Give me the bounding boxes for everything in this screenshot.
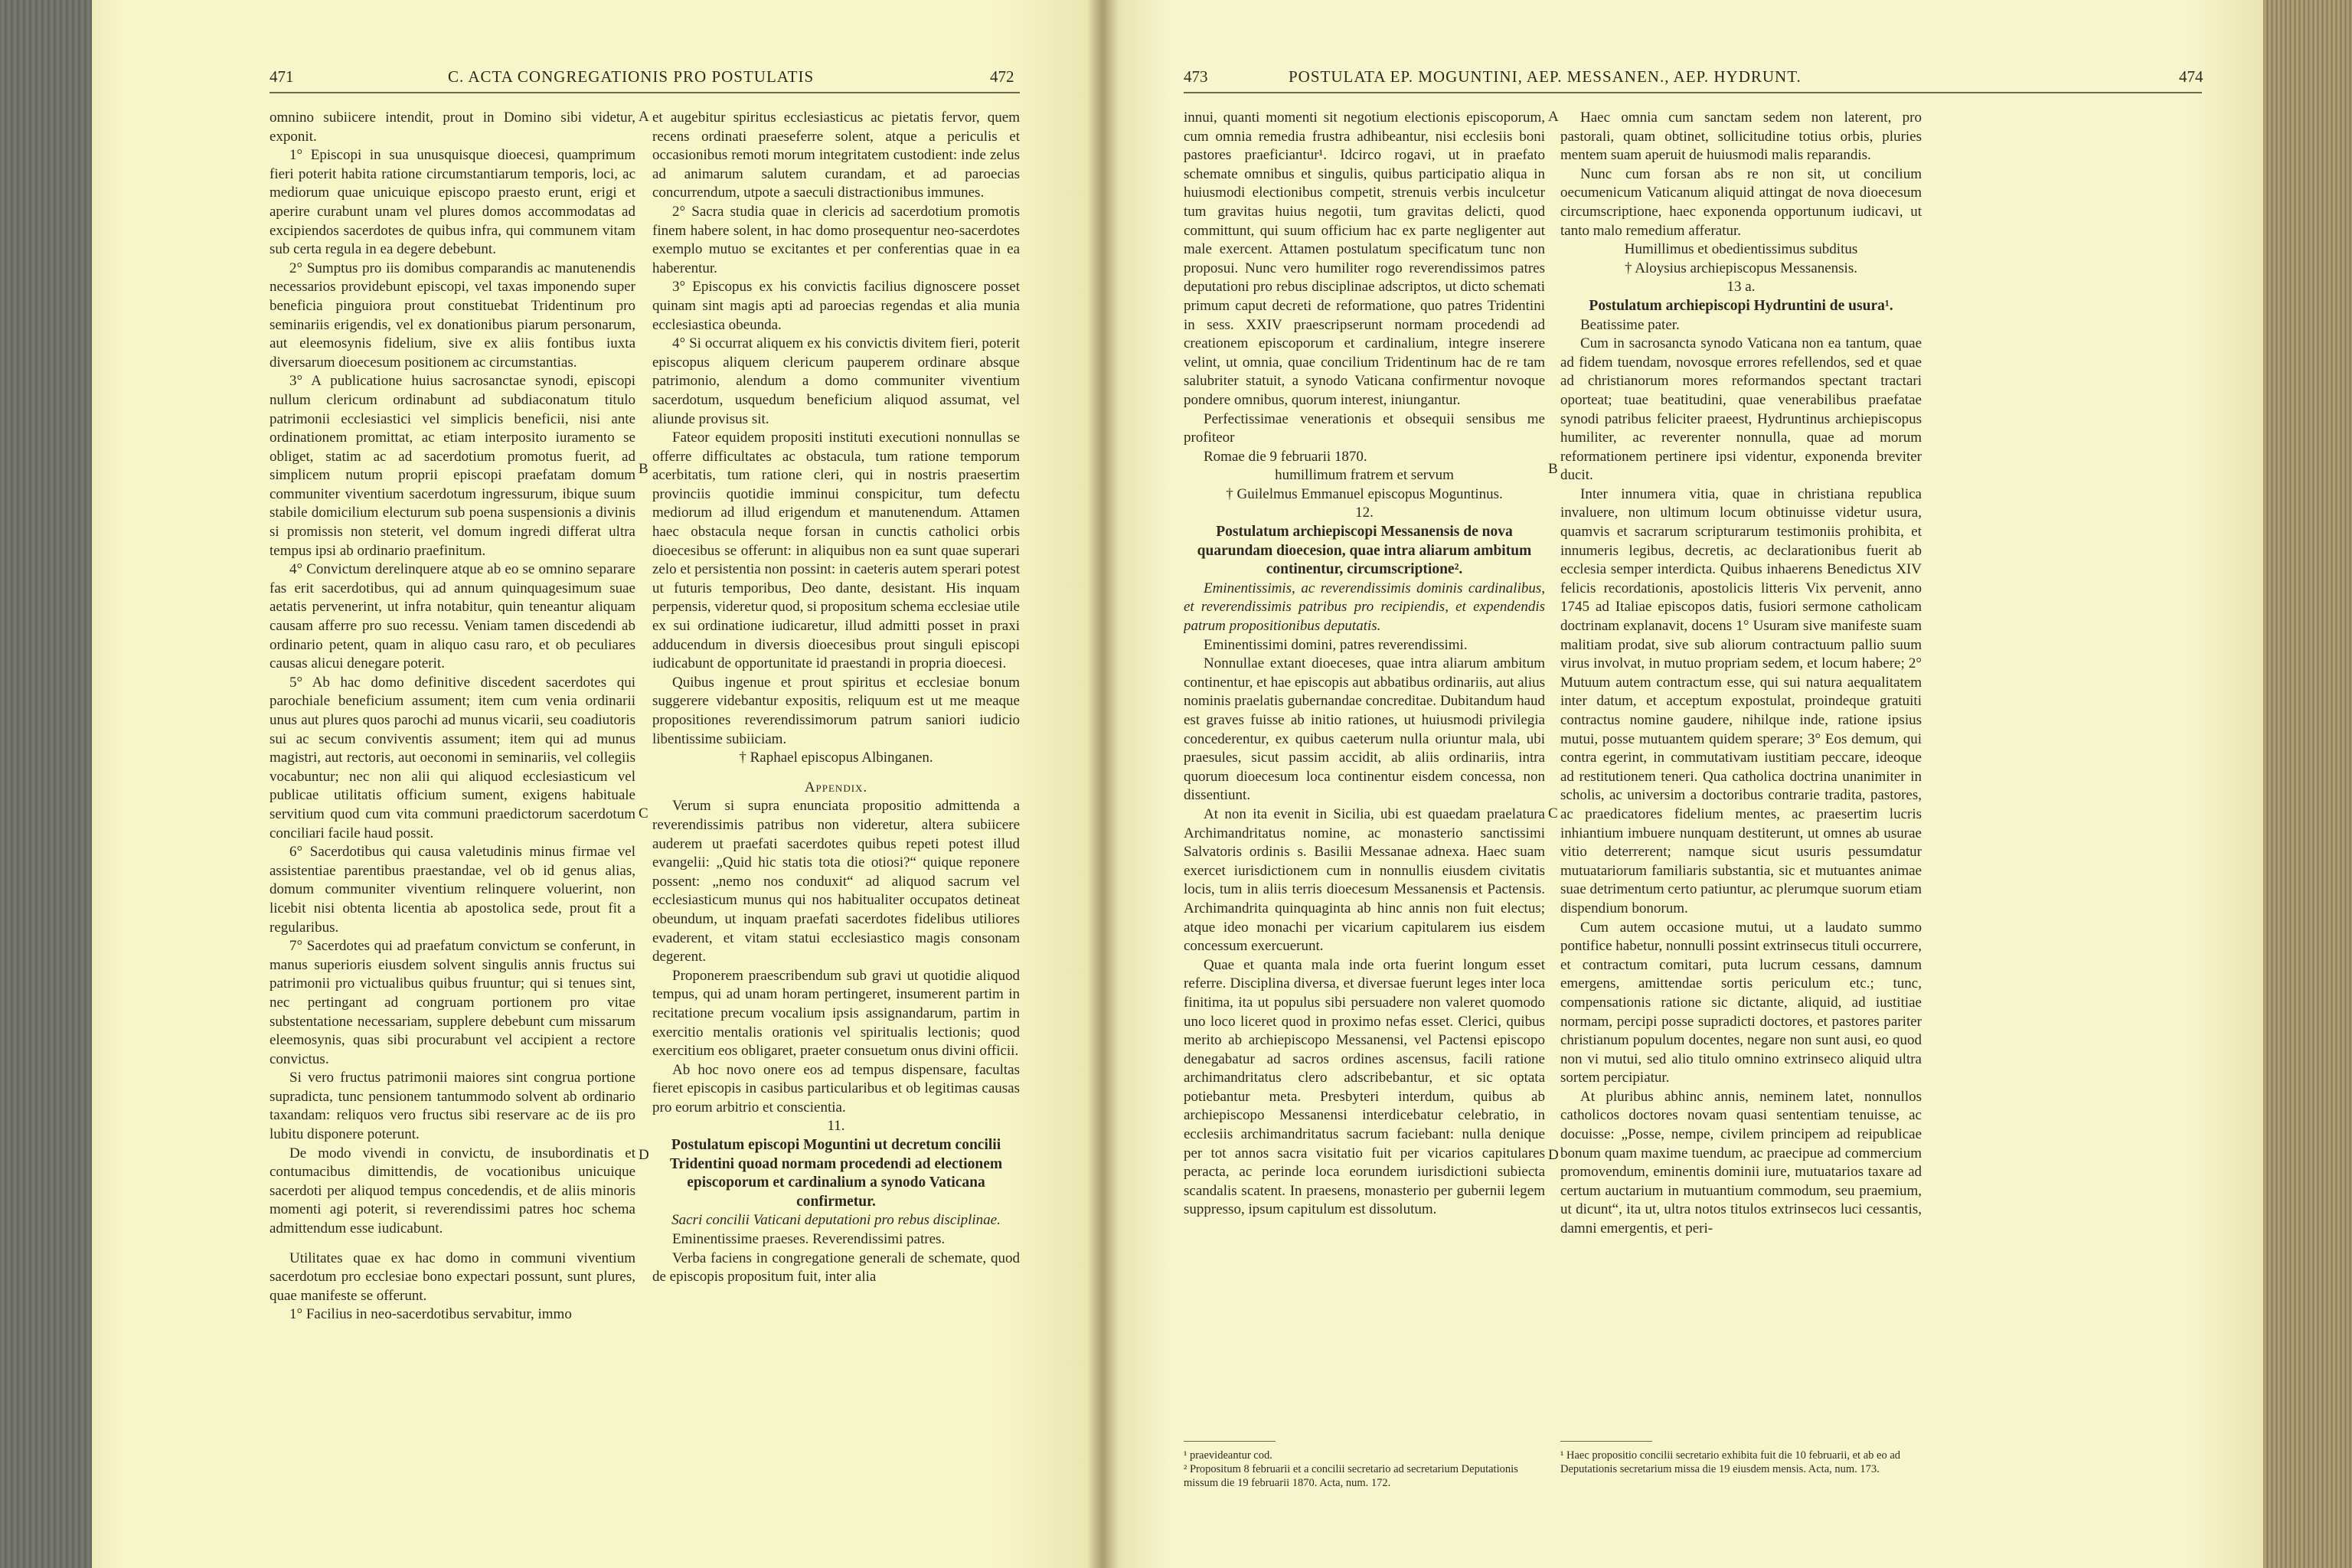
paragraph: Nunc cum forsan abs re non sit, ut concilium oecumenicum Vaticanum aliquid attingat de nova dioecesum circumscriptione, haec exponenda opportunum iudicavi, ut tanto malo remedium afferatur. bbox=[1560, 165, 1922, 239]
footnotes bbox=[1560, 1449, 1922, 1476]
centered-line: † Aloysius archiepiscopus Messanensis. bbox=[1625, 260, 1857, 276]
page-number: 471 bbox=[270, 67, 294, 86]
centered-line: 13 a. bbox=[1726, 279, 1756, 296]
paragraph: Nonnullae extant dioeceses, quae intra aliarum ambitum continentur, et hae episcopis aut abbatibus ordinariis, aut alius nominis praelatis gubernandae concreditae. Dubitandum haud est graves fuisse ab initio rationes, ut huiusmodi privilegia concederentur, ex quibus caeterum nulla oriuntur mala, ubi praesules, sicut passim accidit, ab aliis ordinariis, intra quorum dioecesum loca continentur eisdem concessa, non dissentiunt. bbox=[1184, 655, 1545, 804]
text-column-4 bbox=[1560, 109, 1922, 1433]
paragraph: 2° Sacra studia quae in clericis ad sacerdotium promotis finem habere solent, in hac domo prosequentur neo-sacerdotes exemplo mutuo se excitantes et per conferentias quae in ea haberentur. bbox=[652, 203, 1020, 276]
centered-line: Humillimus et obedientissimus subditus bbox=[1624, 241, 1858, 258]
paragraph: At non ita evenit in Sicilia, ubi est quaedam praelatura Archimandritatus nomine, ac monasterio sanctissimi Salvatoris ordinis s. Basilii Messanae adnexa. Haec suam exercet iurisdictionem cum in nonnullis eiusdem civitatis locis, tum in aliis terris dioecesum Messanensis et Pactensis. Archimandrita quinquaginta ab hinc annis non fuit electus; atque ideo monachi per vicarium capitularem ius eisdem concessum exercuerunt. bbox=[1184, 805, 1545, 955]
paragraph: Romae die 9 februarii 1870. bbox=[1204, 448, 1367, 465]
book-edge-right bbox=[2263, 0, 2352, 1568]
margin-letter: C bbox=[1548, 805, 1558, 822]
paragraph: 3° Episcopus ex his convictis facilius dignoscere posset quinam sint magis apti ad paroecias regendas et alia munia ecclesiastica obeunda. bbox=[652, 279, 1020, 333]
section-heading: Postulatum archiepiscopi Messanensis de nova quarundam dioecesion, quae intra aliarum ambitum continentur, circumscriptione². bbox=[1197, 524, 1532, 578]
paragraph: Appendix. bbox=[804, 779, 868, 795]
page-number: 472 bbox=[990, 67, 1014, 86]
paragraph: Quae et quanta mala inde orta fuerint longum esset referre. Disciplina diversa, et diversae fuerunt leges inter loca finitima, ita ut populus sibi persuadere non valeret quomodo uno loco liceret quod in proximo nefas esset. Clerici, quibus merito ab archiepiscopo Messanensi, vel Pactensi episcopo denegabatur ad sacros ordines ascensus, facili ratione archimandritatus clero adscribebantur, et sic optata potiebantur meta. Presbyteri interdum, quibus ab archiepiscopo Messanensi interdicebatur celebratio, in ecclesiis archimandritatus sacrum faciebant: nulla denique per tot annos sacra visitatio fuit per vicarios capitulares peracta, ac perinde loca eorundem iurisdictioni subiecta scandalis scatent. In praesens, monasterio per gubernii legem suppresso, ipsum capitulum est dissolutum. bbox=[1184, 956, 1545, 1218]
text-column-3 bbox=[1184, 109, 1545, 1433]
page-number: 473 bbox=[1184, 67, 1208, 86]
footnote: ² Propositum 8 februarii et a concilii secretario ad secretarium Deputationis missum die 19 februarii 1870. Acta, num. 172. bbox=[1184, 1463, 1518, 1489]
section-heading: Postulatum episcopi Moguntini ut decretum concilii Tridentini quoad normam procedendi ad electionem episcoporum et cardinalium a synodo Vaticana confirmetur. bbox=[669, 1137, 1003, 1210]
paragraph: Cum autem occasione mutui, ut a laudato summo pontifice habetur, nonnulli possint extrinsecus tituli occurrere, et contractum comitari, puta lucrum cessans, damnum emergens, amittendae sortis periculum etc.; tunc, compensationis ratione sic dictante, aliquid, ad iustitiae normam, percipi posse supradicti doctores, et pastores pariter christianum populum docentes, negare non sunt ausi, eo quod non vi mutui, sed alio titulo omnino extrinseco aliquid ultra sortem percipiatur. bbox=[1560, 919, 1922, 1086]
paragraph: Haec omnia cum sanctam sedem non laterent, pro pastorali, quam obtinet, sollicitudine totius orbis, pluries mentem suam aperuit de huiusmodi malis reparandis. bbox=[1560, 109, 1922, 164]
paragraph: Verba faciens in congregatione generali de schemate, quod de episcopis propositum fuit, inter alia bbox=[652, 1250, 1020, 1285]
paragraph: 6° Sacerdotibus qui causa valetudinis minus firmae vel assistentiae parentibus praestandae, vel ob id genus alias, domum communiter viventium relinquere voluerint, non licebit nisi obtenta licentia ab apostolica sede, prout fit a regularibus. bbox=[270, 844, 635, 936]
paragraph-gap bbox=[652, 768, 1020, 779]
paragraph: 1° Episcopi in sua unusquisque dioecesi, quamprimum fieri poterit habita ratione circumstantiarum temporis, loci, ac mediorum quae unicuique episcopo praesto erunt, erigi et aperire curabunt unam vel plures domos accommodatas ad excipiendos sacerdotes de quibus infra, qui communem vitam sub certa regula in ea degere debebunt. bbox=[270, 147, 635, 258]
paragraph: 2° Sumptus pro iis domibus comparandis ac manutenendis necessarios providebunt episcopi, vel taxas imponendo super beneficia pinguiora prout constituebat Tridentinum pro seminariis erigendis, vel ex donationibus piarum personarum, aut eleemosynis fidelium, sive ex aliis fontibus iuxta diversarum dioecesum positionem ac circumstantias. bbox=[270, 260, 635, 371]
text-column-1 bbox=[270, 109, 635, 1510]
margin-letter: C bbox=[639, 805, 648, 822]
paragraph: Eminentissime praeses. Reverendissimi patres. bbox=[672, 1231, 946, 1248]
footnotes bbox=[1184, 1449, 1545, 1490]
book-edge-left bbox=[0, 0, 92, 1568]
footnote: ¹ praevideantur cod. bbox=[1184, 1449, 1272, 1462]
paragraph: 4° Si occurrat aliquem ex his convictis divitem fieri, poterit episcopus aliquem clericum pauperem ordinare absque patrimonio, alendum a domo communiter viventium sacerdotum, usquedum beneficium aliquod assumat, vel aliunde provisus sit. bbox=[652, 335, 1020, 427]
margin-letter: D bbox=[639, 1147, 649, 1163]
paragraph: Utilitates quae ex hac domo in communi viventium sacerdotum pro ecclesiae bono expectari possunt, sunt plures, quae manifeste se offerunt. bbox=[270, 1250, 635, 1304]
paragraph: Eminentissimis, ac reverendissimis dominis cardinalibus, et reverendissimis patribus pro recipiendis, et expendendis patrum propositionibus deputatis. bbox=[1184, 580, 1545, 635]
footnote-rule bbox=[1184, 1441, 1276, 1442]
centered-line: humillimum fratrem et servum bbox=[1275, 467, 1454, 484]
margin-letter: B bbox=[1548, 461, 1558, 477]
paragraph: Cum in sacrosancta synodo Vaticana non ea tantum, quae ad fidem tuendam, novosque errores refellendos, sed et quae ad christianorum mores reformandos spectant tractari oporteat; tuae beatitudini, quae venerabilibus praefatae synodi patribus feliciter praeest, Hydruntinus archiepiscopus humiliter, ac reverenter nonnulla, quae ad morum reformationem pertinere ipsi videntur, exponenda breviter ducit. bbox=[1560, 335, 1922, 484]
centered-line: Sacri concilii Vaticani deputationi pro rebus disciplinae. bbox=[671, 1212, 1001, 1229]
running-title: POSTULATA EP. MOGUNTINI, AEP. MESSANEN., AEP. HYDRUNT. bbox=[1289, 67, 1802, 86]
paragraph: At pluribus abhinc annis, neminem latet, nonnullos catholicos doctores novam quasi sententiam tenuisse, ac docuisse: „Posse, nempe, civilem principem ad reipublicae bonum quam maxime tuendum, ac praecipue ad commercium promovendum, eminentis dominii iure, mutuatarios taxare ad certum auctarium in mutuantium commodum, seu praemium, ut dicunt“, ita ut, ultra notos titulos extrinsecos luci cessantis, damni emergentis, et peri- bbox=[1560, 1088, 1922, 1237]
page-number: 474 bbox=[2179, 67, 2203, 86]
section-heading: Postulatum archiepiscopi Hydruntini de usura¹. bbox=[1589, 297, 1893, 314]
paragraph: 5° Ab hac domo definitive discedent sacerdotes qui parochiale beneficium assument; item cum venia ordinarii unus aut plures quos parochi ad munus vicarii, seu coadiutoris sui ac secum conviventis assument; item qui ad munus magistri, aut rectoris, aut oeconomi in seminariis, vel collegiis vocabuntur; nec non alii qui aliquod ecclesiasticum vel publicae utilitatis officium sument, exigens habituale servitium quod cum vita communi praedictorum sacerdotum conciliari facile haud possit. bbox=[270, 674, 635, 841]
paragraph: 3° A publicatione huius sacrosanctae synodi, episcopi nullum clericum ordinabunt ad subdiaconatum titulo patrimonii ecclesiastici vel simplicis beneficii, nisi ante ordinationem promittat, ac etiam interposito iuramento se obliget, statim ac ad sacerdotium promotus fuerit, ad simplicem nutum proprii episcopi praefatam domum communiter viventium sacerdotum ingressurum, ibique suum stabile domicilium electurum sub poena suspensionis a divinis si promissis non steterit, vel domum ingredi differat ultra tempus ipsi ab ordinario praefinitum. bbox=[270, 373, 635, 559]
centered-line: † Guilelmus Emmanuel episcopus Moguntinus. bbox=[1226, 485, 1503, 502]
paragraph: Perfectissimae venerationis et obsequii sensibus me profiteor bbox=[1184, 410, 1545, 446]
paragraph: 7° Sacerdotes qui ad praefatum convictum se conferunt, in manus superioris eiusdem solvent singulis annis fructus sui patrimonii pro victualibus quibus fruuntur; qui si tenues sint, nec pertingant ad congruam portionem pro vitae substentatione necessariam, supplere debebunt cum missarum eleemosynis, quas sibi procurabunt vel accipient a rectore convictus. bbox=[270, 938, 635, 1067]
footnote: ¹ Haec propositio concilii secretario exhibita fuit die 10 februarii, et ab eo ad Deputationis secretarium missa die 19 eiusdem mensis. Acta, num. 173. bbox=[1560, 1449, 1901, 1475]
header-rule bbox=[270, 92, 1020, 93]
running-title: C. ACTA CONGREGATIONIS PRO POSTULATIS bbox=[448, 67, 815, 86]
centered-line: 11. bbox=[827, 1118, 845, 1135]
margin-letter: B bbox=[639, 461, 648, 477]
paragraph: Beatissime pater. bbox=[1580, 316, 1680, 333]
centered-line: † Raphael episcopus Albinganen. bbox=[739, 750, 933, 766]
margin-letter: A bbox=[639, 109, 649, 125]
paragraph: De modo vivendi in convictu, de insubordinatis et contumacibus dimittendis, de vocationibus unicuique sacerdoti per aliquod tempus concedendis, et de aliis minoris momenti agi poterit, si reverendissimi patres hoc schema admittendum esse iudicabunt. bbox=[270, 1145, 635, 1237]
header-rule bbox=[1184, 92, 2202, 93]
margin-letter: A bbox=[1548, 109, 1559, 125]
paragraph: Fateor equidem propositi instituti executioni nonnullas se offerre difficultates ac obstacula, tum ratione temporum acerbitatis, tum ratione cleri, qui in nostris praesertim provinciis quotidie imminui conspicitur, tum defectu mediorum ad illud erigendum et manutenendum. Attamen haec obstacula neque forsan in cunctis catholici orbis dioecesibus se offerunt: in aliquibus non ea sunt quae superari zelo et persistentia non possint: in caeteris autem sperari potest ut futuris temporibus, Deo dante, desistant. His inquam perpensis, videretur quod, si propositum schema ecclesiae utile ex sui ordinatione iudicaretur, illud admitti posset in praxi adducendum in diversis dioecesibus prout singuli episcopi iudicabunt de opportunitate id praestandi in propria dioecesi. bbox=[652, 430, 1020, 672]
paragraph: Quibus ingenue et prout spiritus et ecclesiae bonum suggerere videbantur expositis, reliquum est ut me meaque propositiones reverendissimorum patrum saniori iudicio libentissime subiiciam. bbox=[652, 674, 1020, 747]
paragraph: Verum si supra enunciata propositio admittenda a reverendissimis patribus non videretur, altera subiicere auderem ut praefati sacerdotes quibus repeti potest illud evangelii: „Quid hic statis tota die otiosi?“ quique reponere possent: „nemo nos conduxit“ ad aliquod sacrum vel ecclesiasticum munus qui nos habitualiter occupatos detineat obeundum, ut inquam praefati sacerdotes fidelibus utiliores evaderent, et vitam statui ecclesiastico magis consonam degerent. bbox=[652, 798, 1020, 965]
paragraph: Ab hoc novo onere eos ad tempus dispensare, facultas fieret episcopis in casibus particularibus et ob legitimas causas pro eorum arbitrio et conscientia. bbox=[652, 1061, 1020, 1116]
paragraph: Inter innumera vitia, quae in christiana republica invaluere, non ultimum locum obtinuisse videtur usura, quamvis et sacrarum scripturarum testimoniis prohibita, et innumeris legibus, decretis, ac declarationibus fuerit ab ecclesia semper interdicta. Quibus inhaerens Benedictus XIV felicis recordationis, apostolicis litteris Vix pervenit, anno 1745 ad Italiae episcopos datis, fusiori sermone catholicam doctrinam explanavit, docens 1° Usuram sive manifeste suam malitiam prodat, sive sub aliorum contractuum pallio suum virus involvat, in mutuo propriam sedem, et locum habere; 2° Mutuum autem contractum esse, qui sui natura aequalitatem inter datum, et acceptum expostulat, proindeque gratuiti contractus nomine gaudere, nihilque inde, ratione ipsius mutui, posse mutuantem quidem sperare; 3° Eos demum, qui contra egerint, in commutativam iustitiam peccare, ideoque ad restitutionem teneri. Qua catholica doctrina unanimiter in scholis, ac universim a doctoribus contrarie tradita, pastores, ac praedicatores fidelium mentes, ac praesertim lucris inhiantium imbuere nunquam destiterunt, ut omnes ab usurae vitio deterrerent; namque sicut usuris pessumdatur mutuatariorum familiaris substantia, sic et mutuantes animae suae detrimentum certo patiuntur, ac plerumque suorum etiam dispendium bonorum. bbox=[1560, 485, 1922, 916]
centered-line: 12. bbox=[1355, 505, 1374, 521]
paragraph: omnino subiicere intendit, prout in Domino sibi videtur, exponit. bbox=[270, 109, 635, 145]
paragraph: Si vero fructus patrimonii maiores sint congrua portione supradicta, tunc pensionem tantummodo solvent ab ordinario taxandam: reliquos vero fructus sibi reservare ac de iis pro lubitu disponere poterunt. bbox=[270, 1070, 635, 1143]
paragraph: et augebitur spiritus ecclesiasticus ac pietatis fervor, quem recens ordinati praeseferre solent, atque a periculis et occasionibus remoti morum integritatem custodient: inde zelus ad animarum salutem curandam, et ad paroecias concurrendum, utpote a saeculi distractionibus immunes. bbox=[652, 109, 1020, 201]
margin-letter: D bbox=[1548, 1147, 1559, 1163]
footnote-rule bbox=[1560, 1441, 1652, 1442]
paragraph: Proponerem praescribendum sub gravi ut quotidie aliquod tempus, qui ad unam horam pertingeret, insumerent partim in recitatione precum vocalium ipsis assignandarum, partim in exercitio mentalis orationis vel spiritualis lectionis; quod exercitium eos obligaret, praeter consuetum onus divini officii. bbox=[652, 967, 1020, 1060]
paragraph: innui, quanti momenti sit negotium electionis episcoporum, cum omnia remedia frustra adhibeantur, nisi ecclesiis boni pastores praeficiantur¹. Idcirco rogavi, ut in praefato schemate omnibus et singulis, quibus participatio aliqua in huiusmodi electionibus competit, strenuis verbis inculcetur tum gravitas huius negotii, tum gravitas delicti, quod committunt, qui suum officium hac ex parte negligenter aut male exercent. Attamen postulatum specificatum tunc non proposui. Nunc vero humiliter rogo reverendissimos patres deputationi pro rebus disciplinae adscriptos, ut dicto schemati primum caput decreti de reformatione, quo patres Tridentini in sess. XXIV praescripserunt normam procedendi ad creationem episcoporum et cardinalium, integre inserere velint, ut omnia, quae concilium Tridentinum hac de re tam salubriter statuit, a synodo Vaticana confirmentur novoque pondere omnibus, quorum interest, iniungantur. bbox=[1184, 109, 1545, 408]
paragraph: 4° Convictum derelinquere atque ab eo se omnino separare fas erit sacerdotibus, qui ad annum quinquagesimum suae aetatis pervenerint, ut infra notabitur, quin teneantur aliquam causam afferre pro suo recessu. Veniam tamen discedendi ab ordinario petent, quam in aliquo casu raro, et ob peculiares causas alicui denegare poterit. bbox=[270, 561, 635, 672]
paragraph-gap bbox=[270, 1239, 635, 1250]
text-column-2 bbox=[652, 109, 1020, 1510]
paragraph: Eminentissimi domini, patres reverendissimi. bbox=[1204, 636, 1468, 653]
book-gutter bbox=[1087, 0, 1118, 1568]
paragraph: 1° Facilius in neo-sacerdotibus servabitur, immo bbox=[289, 1306, 572, 1323]
